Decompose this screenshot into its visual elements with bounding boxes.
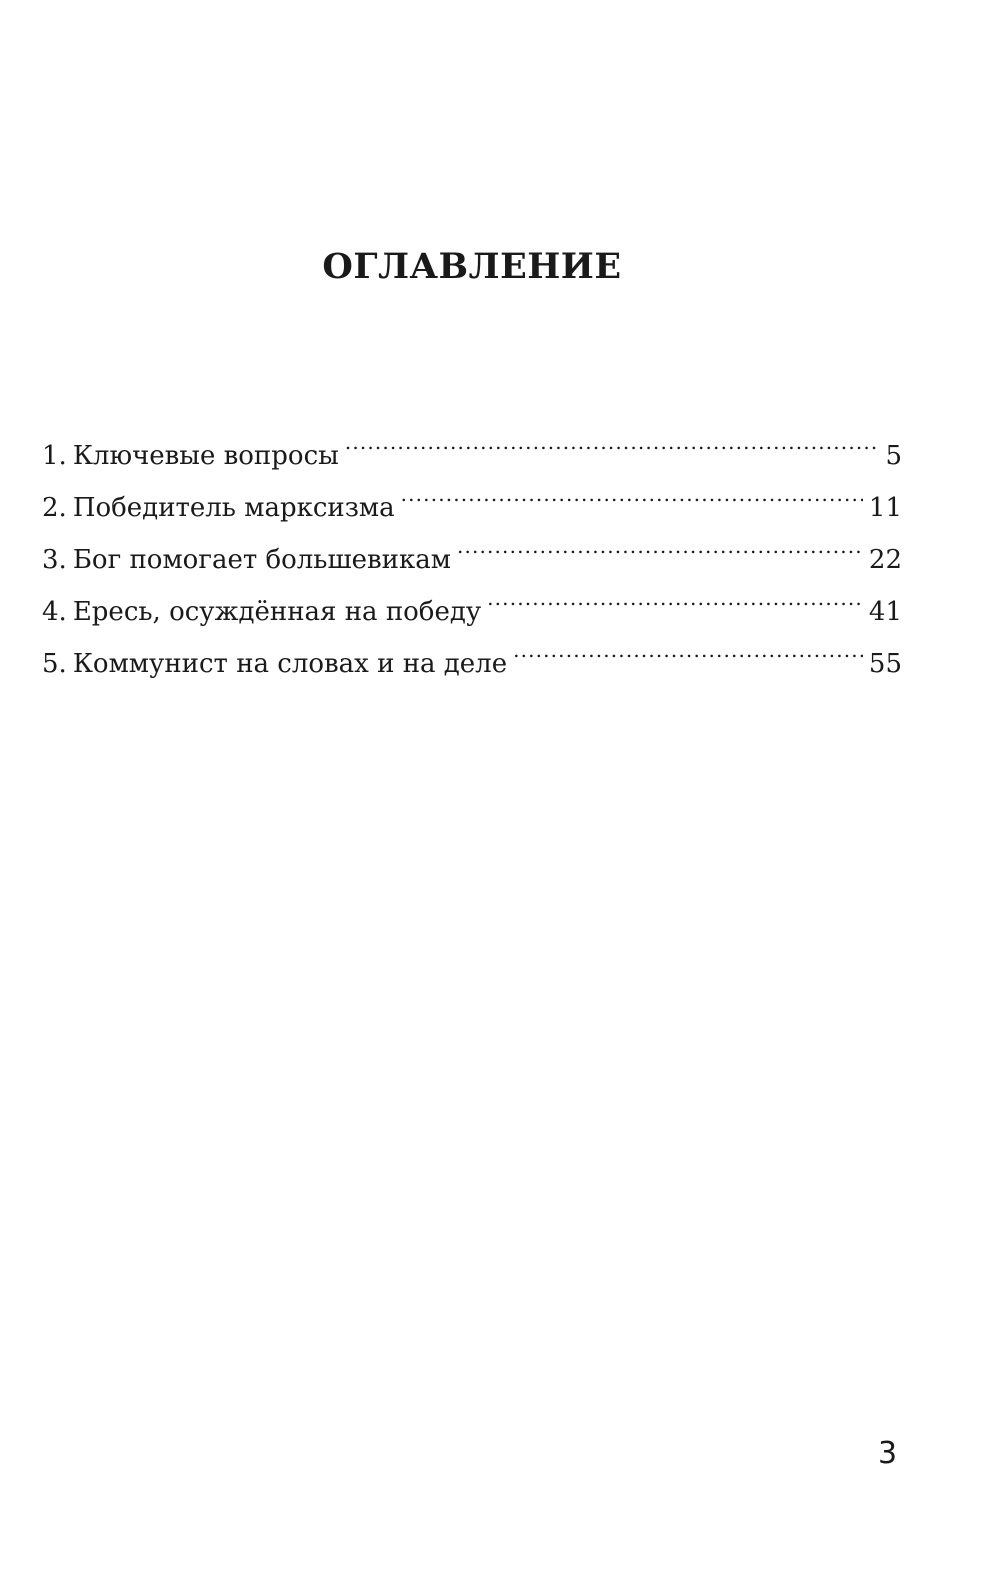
toc-entry-title: Бог помогает большевикам xyxy=(72,545,451,575)
toc-entry-title: Ключевые вопросы xyxy=(72,441,339,471)
toc-entry-page: 11 xyxy=(868,493,902,523)
toc-entry-1 xyxy=(42,420,902,472)
toc-dot-leader xyxy=(513,628,863,672)
toc-entry-3 xyxy=(42,524,902,576)
toc-entry-title: Победитель марксизма xyxy=(72,493,395,523)
toc-entry-number: 4. xyxy=(42,597,67,627)
toc-entry-number: 1. xyxy=(42,441,67,471)
toc-entry-5 xyxy=(42,628,902,680)
toc-entry-2 xyxy=(42,472,902,524)
toc-dot-leader xyxy=(345,420,880,464)
toc-heading: ОГЛАВЛЕНИЕ xyxy=(322,246,622,287)
toc-entry-page: 5 xyxy=(885,441,902,471)
toc-entry-page: 41 xyxy=(868,597,902,627)
page-number: 3 xyxy=(878,1436,898,1471)
toc-dot-leader xyxy=(487,576,863,620)
toc-entry-title: Коммунист на словах и на деле xyxy=(72,649,508,679)
toc-dot-leader xyxy=(457,524,863,568)
toc-entry-number: 2. xyxy=(42,493,67,523)
toc-entry-page: 55 xyxy=(868,649,902,679)
toc-entry-number: 3. xyxy=(42,545,67,575)
toc-entry-page: 22 xyxy=(868,545,902,575)
toc-entry-4 xyxy=(42,576,902,628)
toc-list xyxy=(42,420,902,680)
toc-entry-title: Ересь, осуждённая на победу xyxy=(72,597,482,627)
toc-entry-number: 5. xyxy=(42,649,67,679)
toc-dot-leader xyxy=(401,472,863,516)
